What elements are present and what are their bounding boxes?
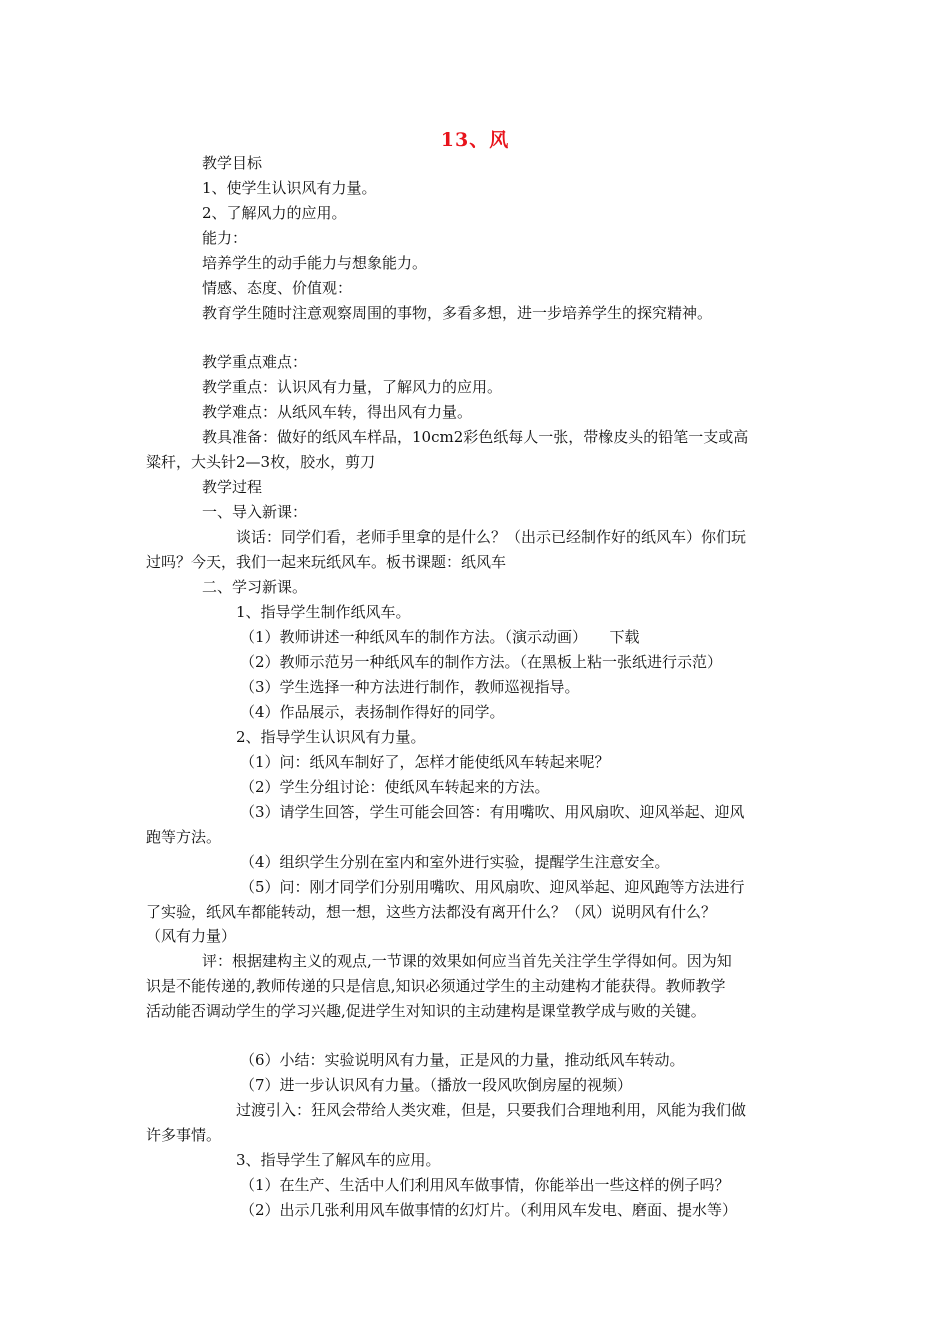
text-line: （3）请学生回答，学生可能会回答：有用嘴吹、用风扇吹、迎风举起、迎风 <box>240 803 745 821</box>
text-line: 谈话：同学们看，老师手里拿的是什么？（出示已经制作好的纸风车）你们玩 <box>236 528 747 546</box>
text-line: 评：根据建构主义的观点,一节课的效果如何应当首先关注学生学得如何。因为知 <box>202 952 732 970</box>
text-line: 培养学生的动手能力与想象能力。 <box>202 254 428 272</box>
text-line: 二、学习新课。 <box>202 578 308 596</box>
text-line: （2）学生分组讨论：使纸风车转起来的方法。 <box>240 778 550 796</box>
text-line: （1）在生产、生活中人们利用风车做事情，你能举出一些这样的例子吗？ <box>240 1176 730 1194</box>
text-line: 教学过程 <box>202 478 263 496</box>
text-line: （1）教师讲述一种纸风车的制作方法。（演示动画） 下载 <box>240 628 640 646</box>
text-line: （风有力量） <box>146 927 237 945</box>
text-line: 1、指导学生制作纸风车。 <box>236 603 411 621</box>
text-line: 教学目标 <box>202 154 263 172</box>
text-line: 活动能否调动学生的学习兴趣,促进学生对知识的主动建构是课堂教学成与败的关键。 <box>146 1002 706 1020</box>
document-title: 13、风 <box>440 129 510 151</box>
text-line: 教具准备：做好的纸风车样品，10cm2彩色纸每人一张，带橡皮头的铅笔一支或高 <box>202 428 749 446</box>
text-line: 教学难点：从纸风车转，得出风有力量。 <box>202 403 473 421</box>
text-line: （5）问：刚才同学们分别用嘴吹、用风扇吹、迎风举起、迎风跑等方法进行 <box>240 878 745 896</box>
text-line: （6）小结：实验说明风有力量，正是风的力量，推动纸风车转动。 <box>240 1051 685 1069</box>
text-line: （2）教师示范另一种纸风车的制作方法。（在黑板上粘一张纸进行示范） <box>240 653 723 671</box>
text-line: 许多事情。 <box>146 1126 222 1144</box>
text-line: 教学重点：认识风有力量，了解风力的应用。 <box>202 378 503 396</box>
text-line: 教育学生随时注意观察周围的事物，多看多想，进一步培养学生的探究精神。 <box>202 304 713 322</box>
text-line: 一、导入新课： <box>202 503 308 521</box>
text-line: 教学重点难点： <box>202 353 308 371</box>
text-line: 跑等方法。 <box>146 828 222 846</box>
text-line: 2、了解风力的应用。 <box>202 204 347 222</box>
text-line: 了实验，纸风车都能转动，想一想，这些方法都没有离开什么？（风）说明风有什么？ <box>146 903 717 921</box>
text-line: 过吗？今天，我们一起来玩纸风车。板书课题：纸风车 <box>146 553 507 571</box>
text-line: 2、指导学生认识风有力量。 <box>236 728 426 746</box>
text-line: （7）进一步认识风有力量。（播放一段风吹倒房屋的视频） <box>240 1076 633 1094</box>
text-line: 粱秆，大头针2—3枚，胶水，剪刀 <box>146 453 376 471</box>
text-line: 3、指导学生了解风车的应用。 <box>236 1151 441 1169</box>
text-line: 过渡引入：狂风会带给人类灾难，但是，只要我们合理地利用，风能为我们做 <box>236 1101 747 1119</box>
text-line: 1、使学生认识风有力量。 <box>202 179 377 197</box>
text-line: 能力： <box>202 229 248 247</box>
text-line: （4）组织学生分别在室内和室外进行实验，提醒学生注意安全。 <box>240 853 670 871</box>
text-line: 识是不能传递的,教师传递的只是信息,知识必须通过学生的主动建构才能获得。教师教学 <box>146 977 726 995</box>
text-line: （4）作品展示，表扬制作得好的同学。 <box>240 703 505 721</box>
text-line: （1）问：纸风车制好了，怎样才能使纸风车转起来呢？ <box>240 753 610 771</box>
text-line: （3）学生选择一种方法进行制作，教师巡视指导。 <box>240 678 580 696</box>
text-line: 情感、态度、价值观： <box>202 279 353 297</box>
text-line: （2）出示几张利用风车做事情的幻灯片。（利用风车发电、磨面、提水等） <box>240 1201 738 1219</box>
